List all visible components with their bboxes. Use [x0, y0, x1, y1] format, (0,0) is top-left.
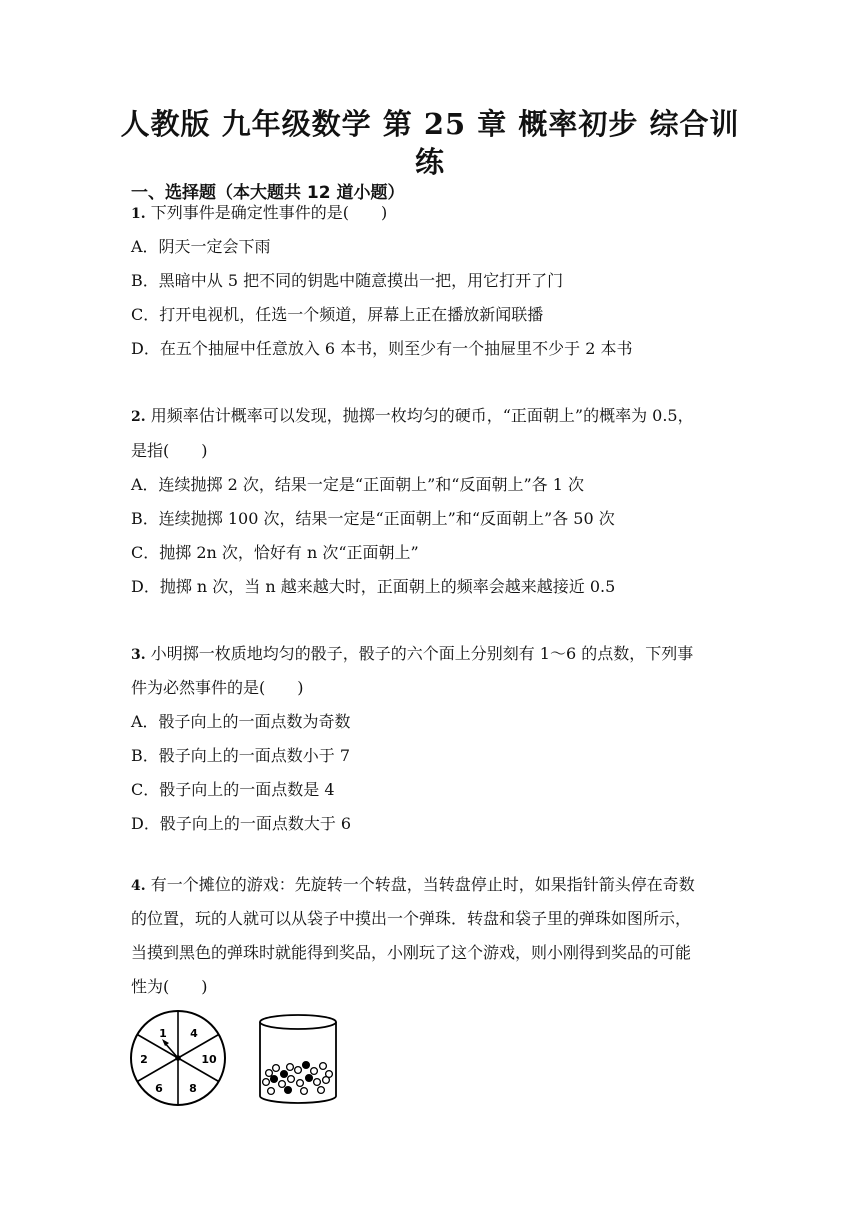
spinner-label-10: 10 — [201, 1053, 217, 1066]
question-text: 下列事件是确定性事件的是( ) — [150, 203, 388, 222]
question-3-stem-line-2: 件为必然事件的是( ) — [131, 678, 304, 697]
question-1-option-c: C．打开电视机，任选一个频道，屏幕上正在播放新闻联播 — [131, 305, 544, 324]
question-3-option-c: C．骰子向上的一面点数是 4 — [131, 780, 335, 799]
question-4-stem-line-1 — [131, 874, 695, 897]
question-4-stem-line-4: 性为( ) — [131, 977, 208, 996]
question-1-option-d: D．在五个抽屉中任意放入 6 本书，则至少有一个抽屉里不少于 2 本书 — [131, 339, 633, 358]
spinner-wheel — [131, 1011, 225, 1105]
marble-black — [271, 1076, 278, 1083]
marble-white — [263, 1079, 270, 1086]
question-number: 3. — [131, 647, 146, 663]
marble-white — [287, 1064, 294, 1071]
marbles — [263, 1062, 333, 1095]
question-number: 4. — [131, 878, 146, 894]
question-2-stem-line-2: 是指( ) — [131, 441, 208, 460]
question-3-stem-line-1 — [131, 643, 693, 666]
spinner-label-6: 6 — [155, 1082, 163, 1095]
marble-white — [288, 1076, 295, 1083]
question-1-option-b: B．黑暗中从 5 把不同的钥匙中随意摸出一把，用它打开了门 — [131, 271, 564, 290]
marble-black — [281, 1071, 288, 1078]
question-4-figure — [126, 1008, 366, 1110]
question-number: 2. — [131, 409, 146, 425]
document-title-line-2: 练 — [414, 145, 445, 179]
question-2-option-d: D．抛掷 n 次，当 n 越来越大时，正面朝上的频率会越来越接近 0.5 — [131, 577, 616, 596]
marble-white — [320, 1063, 327, 1070]
spinner-label-1: 1 — [159, 1027, 167, 1040]
question-2-option-a: A．连续抛掷 2 次，结果一定是“正面朝上”和“反面朝上”各 1 次 — [131, 475, 584, 494]
question-2-stem-line-1 — [131, 405, 694, 428]
marble-white — [273, 1065, 280, 1072]
question-4-stem-line-3: 当摸到黑色的弹珠时就能得到奖品，小刚玩了这个游戏，则小刚得到奖品的可能 — [131, 943, 692, 962]
question-text: 有一个摊位的游戏：先旋转一个转盘，当转盘停止时，如果指针箭头停在奇数 — [150, 875, 695, 894]
marble-white — [297, 1080, 304, 1087]
question-3-option-d: D．骰子向上的一面点数大于 6 — [131, 814, 352, 833]
spinner-label-4: 4 — [190, 1027, 198, 1040]
document-title-line-1: 人教版 九年级数学 第 25 章 概率初步 综合训 — [120, 107, 740, 141]
marble-white — [295, 1067, 302, 1074]
question-3-option-b: B．骰子向上的一面点数小于 7 — [131, 746, 351, 765]
marble-white — [301, 1088, 308, 1095]
spinner-label-8: 8 — [189, 1082, 197, 1095]
question-4-stem-line-2: 的位置，玩的人就可以从袋子中摸出一个弹珠．转盘和袋子里的弹珠如图所示， — [131, 909, 692, 928]
question-1-stem — [131, 202, 387, 225]
question-3-option-a: A．骰子向上的一面点数为奇数 — [131, 712, 351, 731]
marble-white — [323, 1077, 330, 1084]
question-2-option-b: B．连续抛掷 100 次，结果一定是“正面朝上”和“反面朝上”各 50 次 — [131, 509, 615, 528]
marble-black — [303, 1062, 310, 1069]
marble-black — [285, 1087, 292, 1094]
marble-jar — [260, 1015, 336, 1103]
marble-white — [268, 1088, 275, 1095]
section-heading: 一、选择题（本大题共 12 道小题） — [131, 183, 405, 203]
marble-white — [266, 1070, 273, 1077]
marble-white — [279, 1081, 286, 1088]
question-text: 用频率估计概率可以发现，抛掷一枚均匀的硬币，“正面朝上”的概率为 0.5， — [150, 406, 694, 425]
marble-black — [306, 1075, 313, 1082]
marble-white — [311, 1068, 318, 1075]
question-text: 小明掷一枚质地均匀的骰子，骰子的六个面上分别刻有 1～6 的点数，下列事 — [150, 644, 694, 663]
marble-white — [314, 1079, 321, 1086]
spinner-label-2: 2 — [140, 1053, 148, 1066]
question-1-option-a: A．阴天一定会下雨 — [131, 237, 271, 256]
question-number: 1. — [131, 206, 146, 222]
marble-white — [318, 1087, 325, 1094]
spinner-pivot — [175, 1055, 181, 1061]
question-2-option-c: C．抛掷 2n 次，恰好有 n 次“正面朝上” — [131, 543, 419, 562]
